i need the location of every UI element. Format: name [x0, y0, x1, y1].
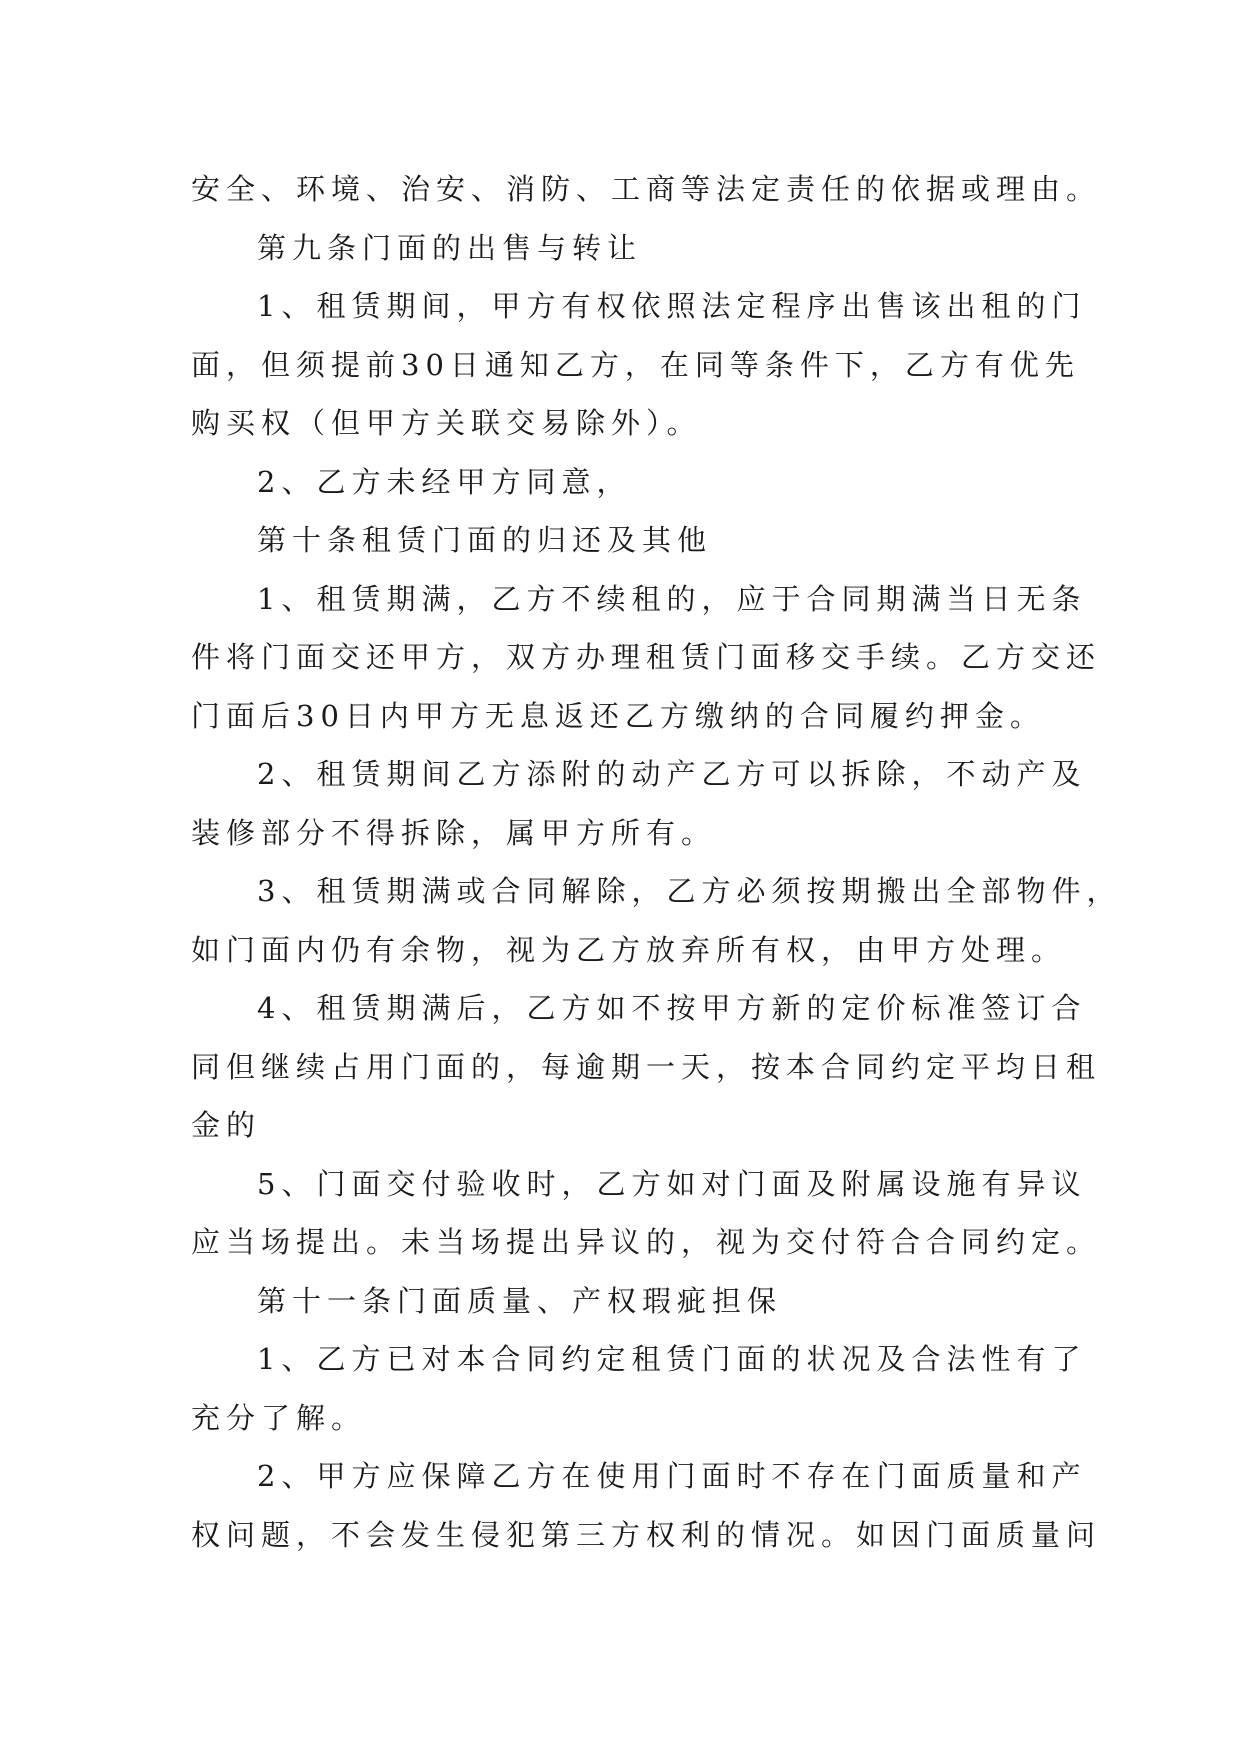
text-line: 门面后30日内甲方无息返还乙方缴纳的合同履约押金。: [191, 698, 1045, 733]
text-line: 金的: [191, 1108, 262, 1142]
text-line: 同但继续占用门面的，每逾期一天，按本合同约定平均日租: [191, 1049, 1102, 1084]
text-line: 件将门面交还甲方，双方办理租赁门面移交手续。乙方交还: [191, 640, 1102, 674]
text-line: 面，但须提前30日通知乙方，在同等条件下，乙方有优先: [191, 347, 1080, 382]
text-line: 3、租赁期满或合同解除，乙方必须按期搬出全部物件，: [257, 874, 1122, 908]
text-line: 充分了解。: [191, 1400, 367, 1435]
article-heading: 第九条门面的出售与转让: [257, 230, 643, 265]
text-line: 1、租赁期间，甲方有权依照法定程序出售该出租的门: [257, 289, 1087, 323]
text-line: 1、租赁期满，乙方不续租的，应于合同期满当日无条: [257, 581, 1087, 616]
text-line: 如门面内仍有余物，视为乙方放弃所有权，由甲方处理。: [191, 932, 1067, 967]
article-heading: 第十条租赁门面的归还及其他: [257, 523, 713, 557]
text-line: 2、甲方应保障乙方在使用门面时不存在门面质量和产: [257, 1459, 1087, 1493]
text-line: 2、乙方未经甲方同意，: [257, 464, 632, 499]
text-line: 2、租赁期间乙方添附的动产乙方可以拆除，不动产及: [257, 757, 1087, 791]
text-line: 购买权（但甲方关联交易除外）。: [191, 406, 702, 440]
article-heading: 第十一条门面质量、产权瑕疵担保: [257, 1283, 783, 1318]
text-line: 安全、环境、治安、消防、工商等法定责任的依据或理由。: [191, 172, 1102, 206]
text-line: 装修部分不得拆除，属甲方所有。: [191, 815, 717, 850]
text-line: 5、门面交付验收时，乙方如对门面及附属设施有异议: [257, 1166, 1087, 1201]
text-line: 1、乙方已对本合同约定租赁门面的状况及合法性有了: [257, 1342, 1087, 1376]
document-body: [191, 160, 1122, 1564]
text-line: 4、租赁期满后，乙方如不按甲方新的定价标准签订合: [257, 991, 1087, 1025]
text-line: 权问题，不会发生侵犯第三方权利的情况。如因门面质量问: [191, 1517, 1102, 1552]
text-line: 应当场提出。未当场提出异议的，视为交付符合合同约定。: [191, 1225, 1102, 1259]
